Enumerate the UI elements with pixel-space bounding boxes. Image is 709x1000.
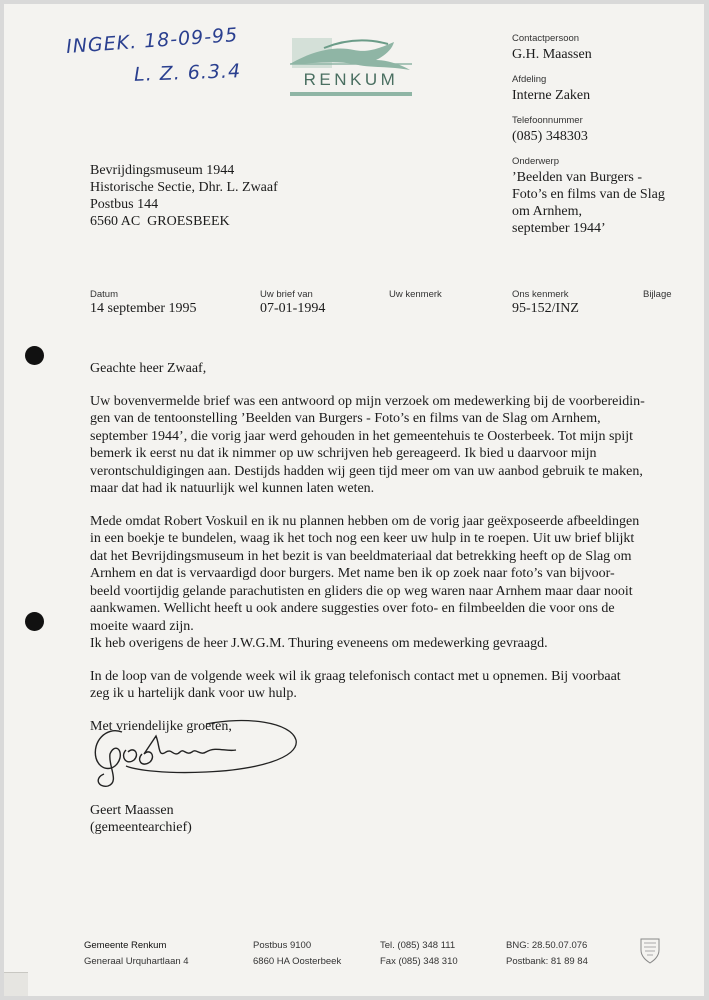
footer-postcity: 6860 HA Oosterbeek bbox=[253, 956, 342, 967]
paragraph-3-line: In de loop van de volgende week wil ik graag telefonisch contact met u opnemen. Bij voorbaat bbox=[90, 668, 621, 684]
ref-value-datum: 14 september 1995 bbox=[90, 301, 197, 316]
handwritten-received-date: INGEK. 18-09-95 bbox=[65, 24, 239, 58]
recipient-line-3: Postbus 144 bbox=[90, 197, 159, 212]
paragraph-2 bbox=[90, 513, 690, 653]
sidebar-value-telefoon: (085) 348303 bbox=[512, 129, 588, 144]
paragraph-1-line: verontschuldigingen aan. Destijds hadden wij geen tijd meer om van uw aanbod gebruik te maken, bbox=[90, 463, 643, 479]
sidebar-value-onderwerp-4: september 1944’ bbox=[512, 221, 606, 236]
paragraph-3 bbox=[90, 668, 690, 703]
paragraph-1 bbox=[90, 393, 690, 498]
sidebar-label-contactpersoon: Contactpersoon bbox=[512, 33, 580, 44]
ref-label-uw-kenmerk: Uw kenmerk bbox=[389, 289, 442, 300]
ref-label-uw-brief: Uw brief van bbox=[260, 289, 313, 300]
handwritten-file-code: L. Z. 6.3.4 bbox=[133, 60, 242, 86]
footer-organisation bbox=[84, 938, 189, 970]
renkum-logo bbox=[284, 36, 418, 100]
paragraph-2-line: Arnhem en dat is vervaardigd door burgers. Met name ben ik op zoek naar foto’s van bijvoor- bbox=[90, 566, 615, 581]
signer-role: (gemeentearchief) bbox=[90, 820, 192, 835]
sidebar-value-onderwerp-3: om Arnhem, bbox=[512, 204, 582, 219]
footer-street: Generaal Urquhartlaan 4 bbox=[84, 956, 189, 967]
ref-value-ons-kenmerk: 95-152/INZ bbox=[512, 301, 579, 316]
footer-tel: Tel. (085) 348 111 bbox=[380, 940, 456, 951]
renkum-logo-graphic bbox=[284, 36, 418, 100]
signature-graphic bbox=[86, 712, 306, 792]
paragraph-2-line: Mede omdat Robert Voskuil en ik nu plannen hebben om de vorig jaar geëxposeerde afbeeldingen bbox=[90, 513, 640, 529]
page-corner bbox=[4, 972, 28, 996]
ref-label-datum: Datum bbox=[90, 289, 118, 300]
handwritten-signature bbox=[86, 712, 306, 797]
paragraph-1-line: maar dat had ik natuurlijk wel kunnen laten weten. bbox=[90, 481, 375, 496]
paragraph-1-line: september 1944’, die vorig jaar werd gehouden in het gemeentehuis te Oosterbeek. Tot mijn spijt bbox=[90, 428, 634, 444]
sidebar-value-onderwerp-1: ’Beelden van Burgers - bbox=[512, 170, 642, 185]
logo-wordmark: RENKUM bbox=[303, 70, 399, 89]
paragraph-3-line: zeg ik u hartelijk dank voor uw hulp. bbox=[90, 686, 297, 701]
footer-phone bbox=[380, 938, 458, 970]
footer-fax: Fax (085) 348 310 bbox=[380, 956, 458, 967]
paragraph-2-line: dat het Bevrijdingsmuseum in het bezit is van beeldmateriaal dat betrekking heeft op de Slag om bbox=[90, 548, 632, 564]
signer-block bbox=[90, 802, 192, 836]
sidebar-label-onderwerp: Onderwerp bbox=[512, 156, 559, 167]
punch-hole-top bbox=[25, 346, 44, 365]
footer-postbank: Postbank: 81 89 84 bbox=[506, 956, 588, 967]
recipient-line-1: Bevrijdingsmuseum 1944 bbox=[90, 163, 235, 178]
paragraph-1-line: gen van de tentoonstelling ’Beelden van Burgers - Foto’s en films van de Slag om Arnhem, bbox=[90, 411, 601, 426]
signer-name: Geert Maassen bbox=[90, 803, 174, 818]
recipient-address bbox=[90, 162, 278, 230]
ref-label-ons-kenmerk: Ons kenmerk bbox=[512, 289, 569, 300]
municipal-crest-icon bbox=[639, 936, 661, 969]
footer-org-name: Gemeente Renkum bbox=[84, 940, 167, 951]
sidebar-label-telefoon: Telefoonnummer bbox=[512, 115, 583, 126]
sidebar-value-afdeling: Interne Zaken bbox=[512, 88, 591, 103]
footer-postal bbox=[253, 938, 341, 970]
footer-bank bbox=[506, 938, 588, 970]
salutation: Geachte heer Zwaaf, bbox=[90, 361, 207, 376]
paragraph-2-line: beeld voortijdig gelande parachutisten en gliders die op weg waren naar Arnhem maar daar nooit bbox=[90, 583, 633, 599]
paragraph-1-line: Uw bovenvermelde brief was een antwoord op mijn verzoek om medewerking bij de voorbereidin- bbox=[90, 393, 645, 409]
recipient-line-4: 6560 AC GROESBEEK bbox=[90, 214, 230, 229]
sidebar-value-contactpersoon: G.H. Maassen bbox=[512, 47, 592, 62]
sidebar-label-afdeling: Afdeling bbox=[512, 74, 547, 85]
paragraph-2-line: aankwamen. Wellicht heeft u ook andere suggesties over foto- en filmbeelden die voor ons de bbox=[90, 601, 615, 616]
contact-sidebar bbox=[512, 33, 702, 237]
ref-value-uw-brief: 07-01-1994 bbox=[260, 301, 326, 316]
letter-page bbox=[4, 4, 704, 996]
ref-label-bijlage: Bijlage bbox=[643, 289, 672, 300]
letter-body bbox=[90, 360, 690, 735]
sidebar-value-onderwerp-2: Foto’s en films van de Slag bbox=[512, 187, 665, 202]
paragraph-1-line: bemerk ik eerst nu dat ik nimmer op uw schrijven heb gereageerd. Ik bied u daarvoor mijn bbox=[90, 446, 597, 461]
footer-bng: BNG: 28.50.07.076 bbox=[506, 940, 588, 951]
recipient-line-2: Historische Sectie, Dhr. L. Zwaaf bbox=[90, 180, 278, 195]
footer-postbus: Postbus 9100 bbox=[253, 940, 312, 951]
closing: Met vriendelijke groeten, bbox=[90, 718, 232, 734]
paragraph-2-line: Ik heb overigens de heer J.W.G.M. Thuring eveneens om medewerking gevraagd. bbox=[90, 636, 548, 651]
punch-hole-bottom bbox=[25, 612, 44, 631]
paragraph-2-line: in een boekje te bundelen, waag ik het toch nog een keer uw hulp in te roepen. Uit uw brief blijkt bbox=[90, 531, 635, 546]
paragraph-2-line: moeite waard zijn. bbox=[90, 618, 194, 634]
